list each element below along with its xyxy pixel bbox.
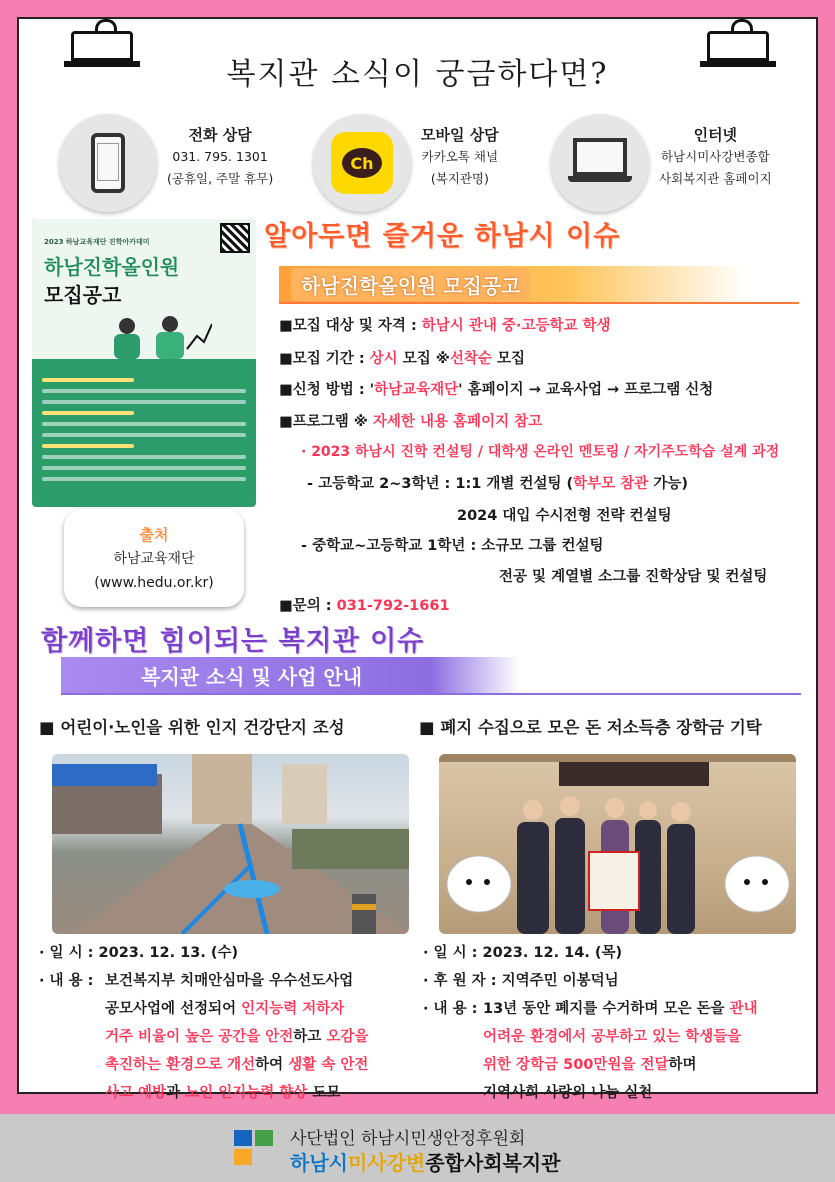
source-callout (64, 509, 244, 607)
recruit-inquiry: ■문의 : 031-792-1661 (279, 598, 450, 614)
left-content-line1: 보건복지부 치매안심마을 우수선도사업 (105, 973, 354, 989)
source-org: 하남교육재단 (113, 551, 195, 567)
recruit-middle-school-2: 전공 및 계열별 소그룹 진학상담 및 컨설팅 (499, 569, 768, 585)
poster-title-2: 모집공고 (44, 283, 122, 307)
poster-subtitle: 2023 하남교육재단 진학아카데미 (44, 238, 150, 246)
hanam-issue-heading: 알아두면 즐거운 하남시 이슈 (264, 221, 621, 252)
poster-title-1: 하남진학올인원 (44, 255, 180, 279)
right-content-line3: 위한 장학금 500만원을 전달하며 (483, 1057, 697, 1073)
page-title: 복지관 소식이 궁금하다면? (226, 57, 609, 92)
source-label: 출처 (139, 526, 169, 544)
poster-details (32, 359, 256, 500)
left-article-info (39, 939, 368, 1107)
hanam-issue-band-label: 하남진학올인원 모집공고 (291, 268, 530, 301)
left-content-line5: 사고 예방과 노인 인지능력 향상 도모 (105, 1085, 341, 1101)
left-content-line3: 거주 비율이 높은 공간을 안전하고 오감을 (105, 1029, 369, 1045)
right-article-info (423, 939, 758, 1107)
contact-mobile-channel: 카카오톡 채널 (421, 149, 499, 164)
contact-mobile-name: (복지관명) (430, 171, 489, 186)
right-content-line4: 지역사회 사랑의 나눔 실천 (483, 1085, 653, 1101)
phone-icon (59, 114, 157, 212)
left-content-line4: 촉진하는 환경으로 개선하여 생활 속 안전 (105, 1057, 369, 1073)
left-article-title: ■ 어린이·노인을 위한 인지 건강단지 조성 (39, 718, 345, 737)
recruit-period: ■모집 기간 : 상시 모집 ※선착순 모집 (279, 351, 525, 367)
contact-mobile-title: 모바일 상담 (421, 126, 499, 144)
right-content-label: · 내 용 : (423, 1001, 478, 1017)
scholarship-donation-photo (439, 754, 796, 934)
welfare-issue-heading: 함께하면 힘이되는 복지관 이슈 (41, 626, 425, 657)
contact-internet-line1: 하남시미사강변종합 (660, 149, 770, 164)
footer-org-name: 하남시미사강변종합사회복지관 (290, 1151, 561, 1175)
laptop-icon (551, 114, 649, 212)
recruit-program: ■프로그램 ※ 자세한 내용 홈페이지 참고 (279, 414, 543, 430)
contact-internet-line2: 사회복지관 홈페이지 (659, 171, 772, 186)
recruit-high-school-2: 2024 대입 수시전형 전략 컨설팅 (457, 508, 672, 524)
left-content-label: · 내 용 : (39, 973, 94, 989)
contact-phone-number: 031. 795. 1301 (172, 149, 268, 164)
right-article-title: ■ 폐지 수집으로 모은 돈 저소득층 장학금 기탁 (419, 718, 762, 737)
recruit-apply: ■신청 방법 : '하남교육재단' 홈페이지 → 교육사업 → 프로그램 신청 (279, 382, 714, 398)
hanam-issue-band (279, 266, 799, 304)
kakaotalk-icon: Ch (313, 114, 411, 212)
contact-phone-title: 전화 상담 (188, 126, 252, 144)
qr-code-icon (220, 223, 250, 253)
left-article-date: · 일 시 : 2023. 12. 13. (수) (39, 945, 239, 961)
right-content-line2: 어려운 환경에서 공부하고 있는 학생들을 (483, 1029, 742, 1045)
footer (0, 1114, 835, 1182)
welfare-issue-band: 복지관 소식 및 사업 안내 (61, 657, 801, 695)
source-url[interactable]: (www.hedu.or.kr) (94, 575, 214, 591)
cognitive-health-path-photo (52, 754, 409, 934)
footer-org-line1: 사단법인 하남시민생안정후원회 (290, 1129, 526, 1149)
recruit-target: ■모집 대상 및 자격 : 하남시 관내 중·고등학교 학생 (279, 318, 611, 334)
left-content-line2: 공모사업에 선정되어 인지능력 저하자 (105, 1001, 345, 1017)
welfare-center-logo-icon (234, 1130, 274, 1166)
students-illustration-icon (92, 314, 212, 359)
right-content-line1: 13년 동안 폐지를 수거하며 모은 돈을 관내 (483, 1001, 758, 1017)
right-article-donor: · 후 원 자 : 지역주민 이봉덕님 (423, 973, 619, 989)
recruit-high-school: - 고등학교 2~3학년 : 1:1 개별 컨설팅 (학부모 참관 가능) (307, 476, 688, 492)
newsletter-sheet (17, 17, 818, 1101)
recruitment-poster-image (32, 219, 256, 507)
recruit-program-list: · 2023 하남시 진학 컨설팅 / 대학생 온라인 멘토링 / 자기주도학습 설계 과정 (301, 444, 780, 460)
contact-internet-title: 인터넷 (693, 126, 738, 144)
contact-phone-note: (공휴일, 주말 휴무) (167, 171, 274, 186)
recruit-middle-school: - 중학교~고등학교 1학년 : 소규모 그룹 컨설팅 (301, 538, 604, 554)
right-article-date: · 일 시 : 2023. 12. 14. (목) (423, 945, 623, 961)
